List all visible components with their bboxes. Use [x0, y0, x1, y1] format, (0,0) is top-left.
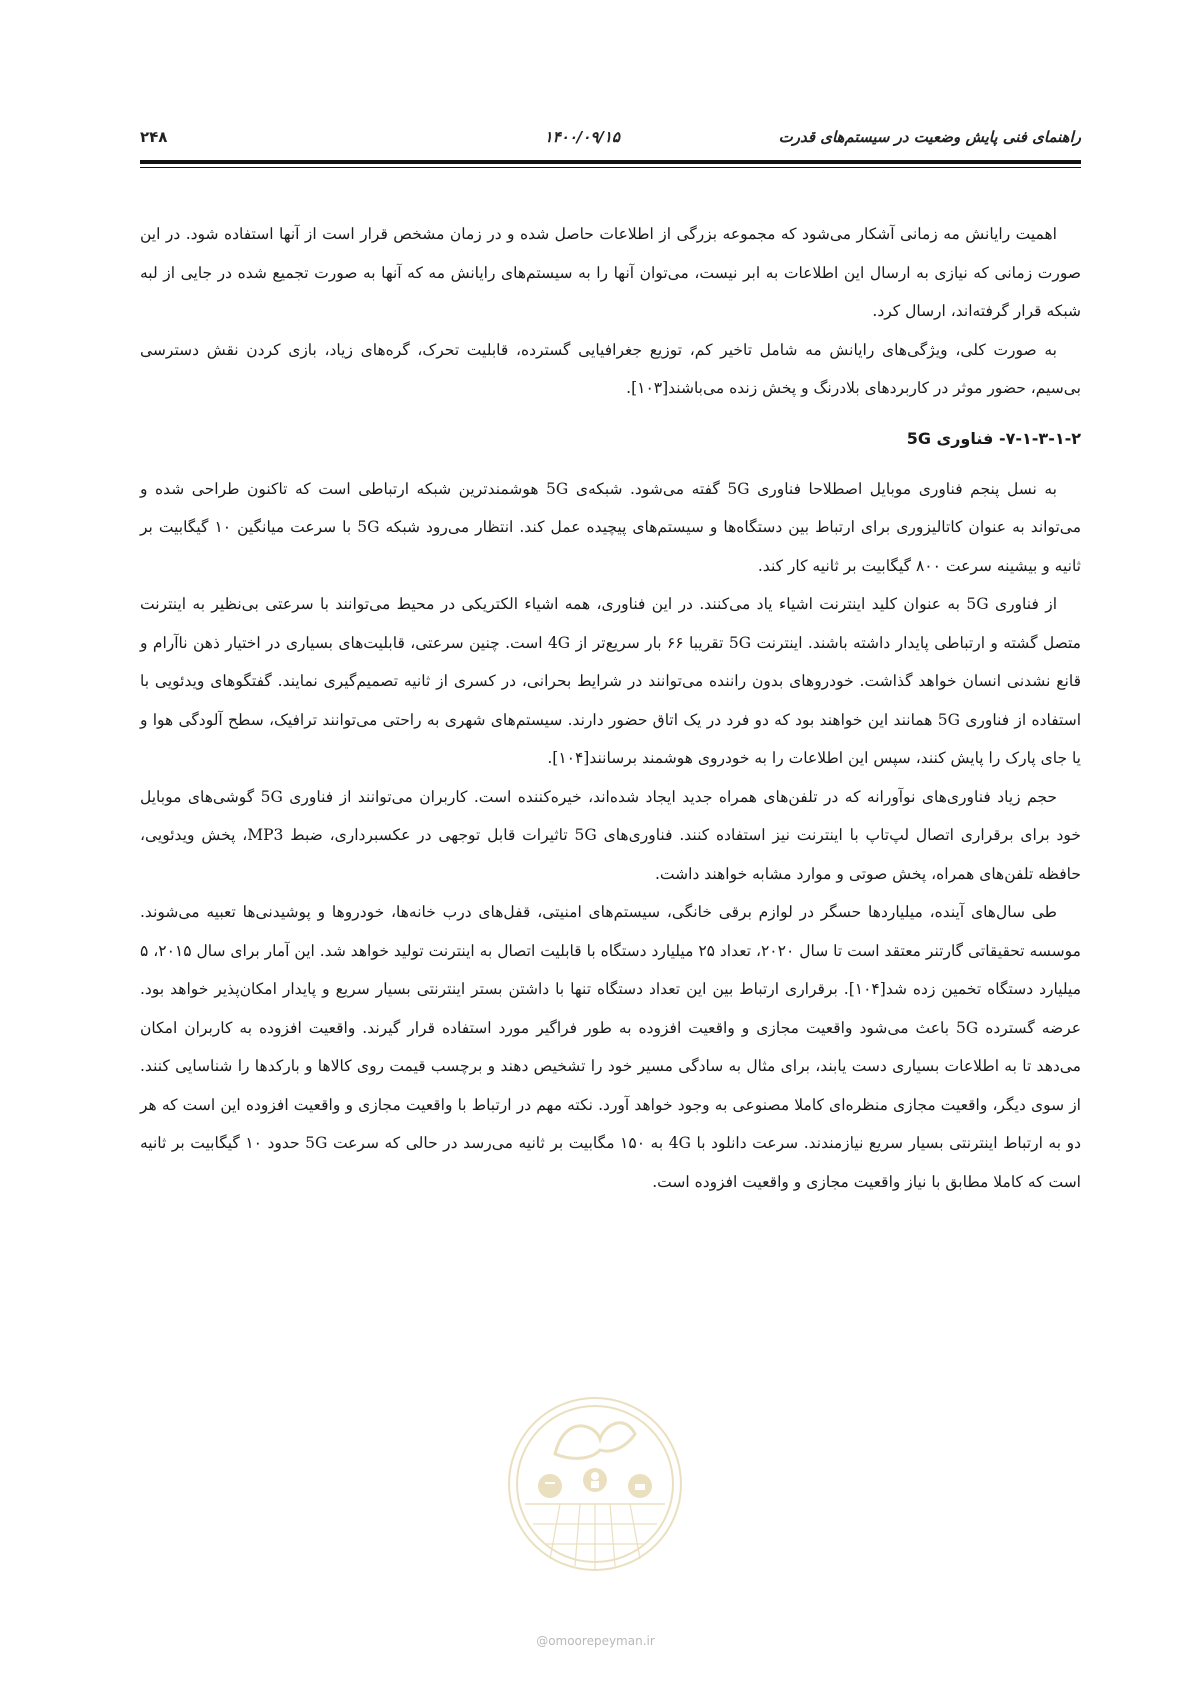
paragraph-5g-mobile: حجم زیاد فناوری‌های نوآورانه که در تلفن‌های همراه جدید ایجاد شده‌اند، خیره‌کننده است. کاربران می‌توانند از فناوری 5G گوشی‌های موبایل خود برای برقراری اتصال لپ‌تاپ با اینترنت نیز استفاده کنند. فناوری‌های 5G تاثیرات قابل توجهی در عکسبرداری، ضبط MP3، پخش ویدئویی، حافظه تلفن‌های همراه، پخش صوتی و موارد مشابه خواهند داشت. [140, 787, 1081, 883]
header-date: ۱۴۰۰/۰۹/۱۵ [544, 128, 620, 146]
header-rule-thin [140, 167, 1081, 168]
watermark-logo [505, 1384, 685, 1584]
page-header [140, 128, 1081, 152]
section-heading-5g: ۷-۱-۳-۱-۲- فناوری 5G [906, 428, 1081, 448]
paragraph-5g-iot: از فناوری 5G به عنوان کلید اینترنت اشیاء یاد می‌کنند. در این فناوری، همه اشیاء الکتریکی در محیط می‌توانند با سرعتی بی‌نظیر به اینترنت متصل گشته و ارتباطی پایدار داشته باشند. اینترنت 5G تقریبا ۶۶ بار سریع‌تر از 4G است. چنین سرعتی، قابلیت‌های بسیاری در اختیار ذهن ناآرام و قانع نشدنی انسان خواهد گذاشت. خودروهای بدون راننده می‌توانند در شرایط بحرانی، در کسری از ثانیه تصمیم‌گیری نمایند. گفتگوهای ویدئویی با استفاده از فناوری 5G همانند این خواهند بود که دو فرد در یک اتاق حضور دارند. سیستم‌های شهری به راحتی می‌توانند ترافیک، سطح آلودگی هوا و یا جای پارک را پایش کنند، سپس این اطلاعات را به خودروی هوشمند برسانند[۱۰۴]. [140, 595, 1081, 767]
running-title: راهنمای فنی پایش وضعیت در سیستم‌های قدرت [778, 128, 1081, 146]
page-number: ۲۴۸ [140, 128, 168, 146]
page-body [140, 215, 1081, 1201]
watermark-site-text: @omoorepeyman.ir [536, 1634, 655, 1648]
header-rule-thick [140, 160, 1081, 164]
paragraph-5g-intro: به نسل پنجم فناوری موبایل اصطلاحا فناوری 5G گفته می‌شود. شبکه‌ی 5G هوشمندترین شبکه ارتباطی است که تاکنون طراحی شده و می‌تواند به عنوان کاتالیزوری برای ارتباط بین دستگاه‌ها و سیستم‌های پیچیده عمل کند. انتظار می‌رود شبکه 5G با سرعت میانگین ۱۰ گیگابیت بر ثانیه و بیشینه سرعت ۸۰۰ گیگابیت بر ثانیه کار کند. [140, 479, 1081, 575]
paragraph-5g-ar-vr: طی سال‌های آینده، میلیاردها حسگر در لوازم برقی خانگی، سیستم‌های امنیتی، قفل‌های درب خانه‌ها، خودروها و پوشیدنی‌ها تعبیه می‌شوند. موسسه تحقیقاتی گارتنر معتقد است تا سال ۲۰۲۰، تعداد ۲۵ میلیارد دستگاه با قابلیت اتصال به اینترنت تولید خواهد شد. این آمار برای سال ۲۰۱۵، ۵ میلیارد دستگاه تخمین زده شد[۱۰۴]. برقراری ارتباط بین این تعداد دستگاه تنها با داشتن بستر اینترنتی بسیار سریع و پایدار امکان‌پذیر خواهد بود. عرضه گسترده 5G باعث می‌شود واقعیت مجازی و واقعیت افزوده به طور فراگیر مورد استفاده قرار گیرند. واقعیت افزوده به کاربران امکان می‌دهد تا به اطلاعات بسیاری دست یابند، برای مثال به سادگی مسیر خود را تشخیص دهند و برچسب قیمت روی کالاها و بارکدها را شناسایی کنند. از سوی دیگر، واقعیت مجازی منظره‌ای کاملا مصنوعی به وجود خواهد آورد. نکته مهم در ارتباط با واقعیت مجازی و واقعیت افزوده این است که هر دو به ارتباط اینترنتی بسیار سریع نیازمندند. سرعت دانلود با 4G به ۱۵۰ مگابیت بر ثانیه می‌رسد در حالی که سرعت 5G حدود ۱۰ گیگابیت بر ثانیه است که کاملا مطابق با نیاز واقعیت مجازی و واقعیت افزوده است. [140, 903, 1081, 1191]
paragraph-fog-importance: اهمیت رایانش مه زمانی آشکار می‌شود که مجموعه بزرگی از اطلاعات حاصل شده و در زمان مشخص قرار است از آنها استفاده شود. در این صورت زمانی که نیازی به ارسال این اطلاعات به ابر نیست، می‌توان آنها را به سیستم‌های رایانش مه که آنها به صورت تجمیع شده در جایی از لبه شبکه قرار گرفته‌اند، ارسال کرد. [140, 225, 1081, 320]
paragraph-fog-features: به صورت کلی، ویژگی‌های رایانش مه شامل تاخیر کم، توزیع جغرافیایی گسترده، قابلیت تحرک، گره‌های زیاد، بازی کردن نقش دسترسی بی‌سیم، حضور موثر در کاربردهای بلادرنگ و پخش زنده می‌باشند[۱۰۳]. [140, 340, 1081, 397]
